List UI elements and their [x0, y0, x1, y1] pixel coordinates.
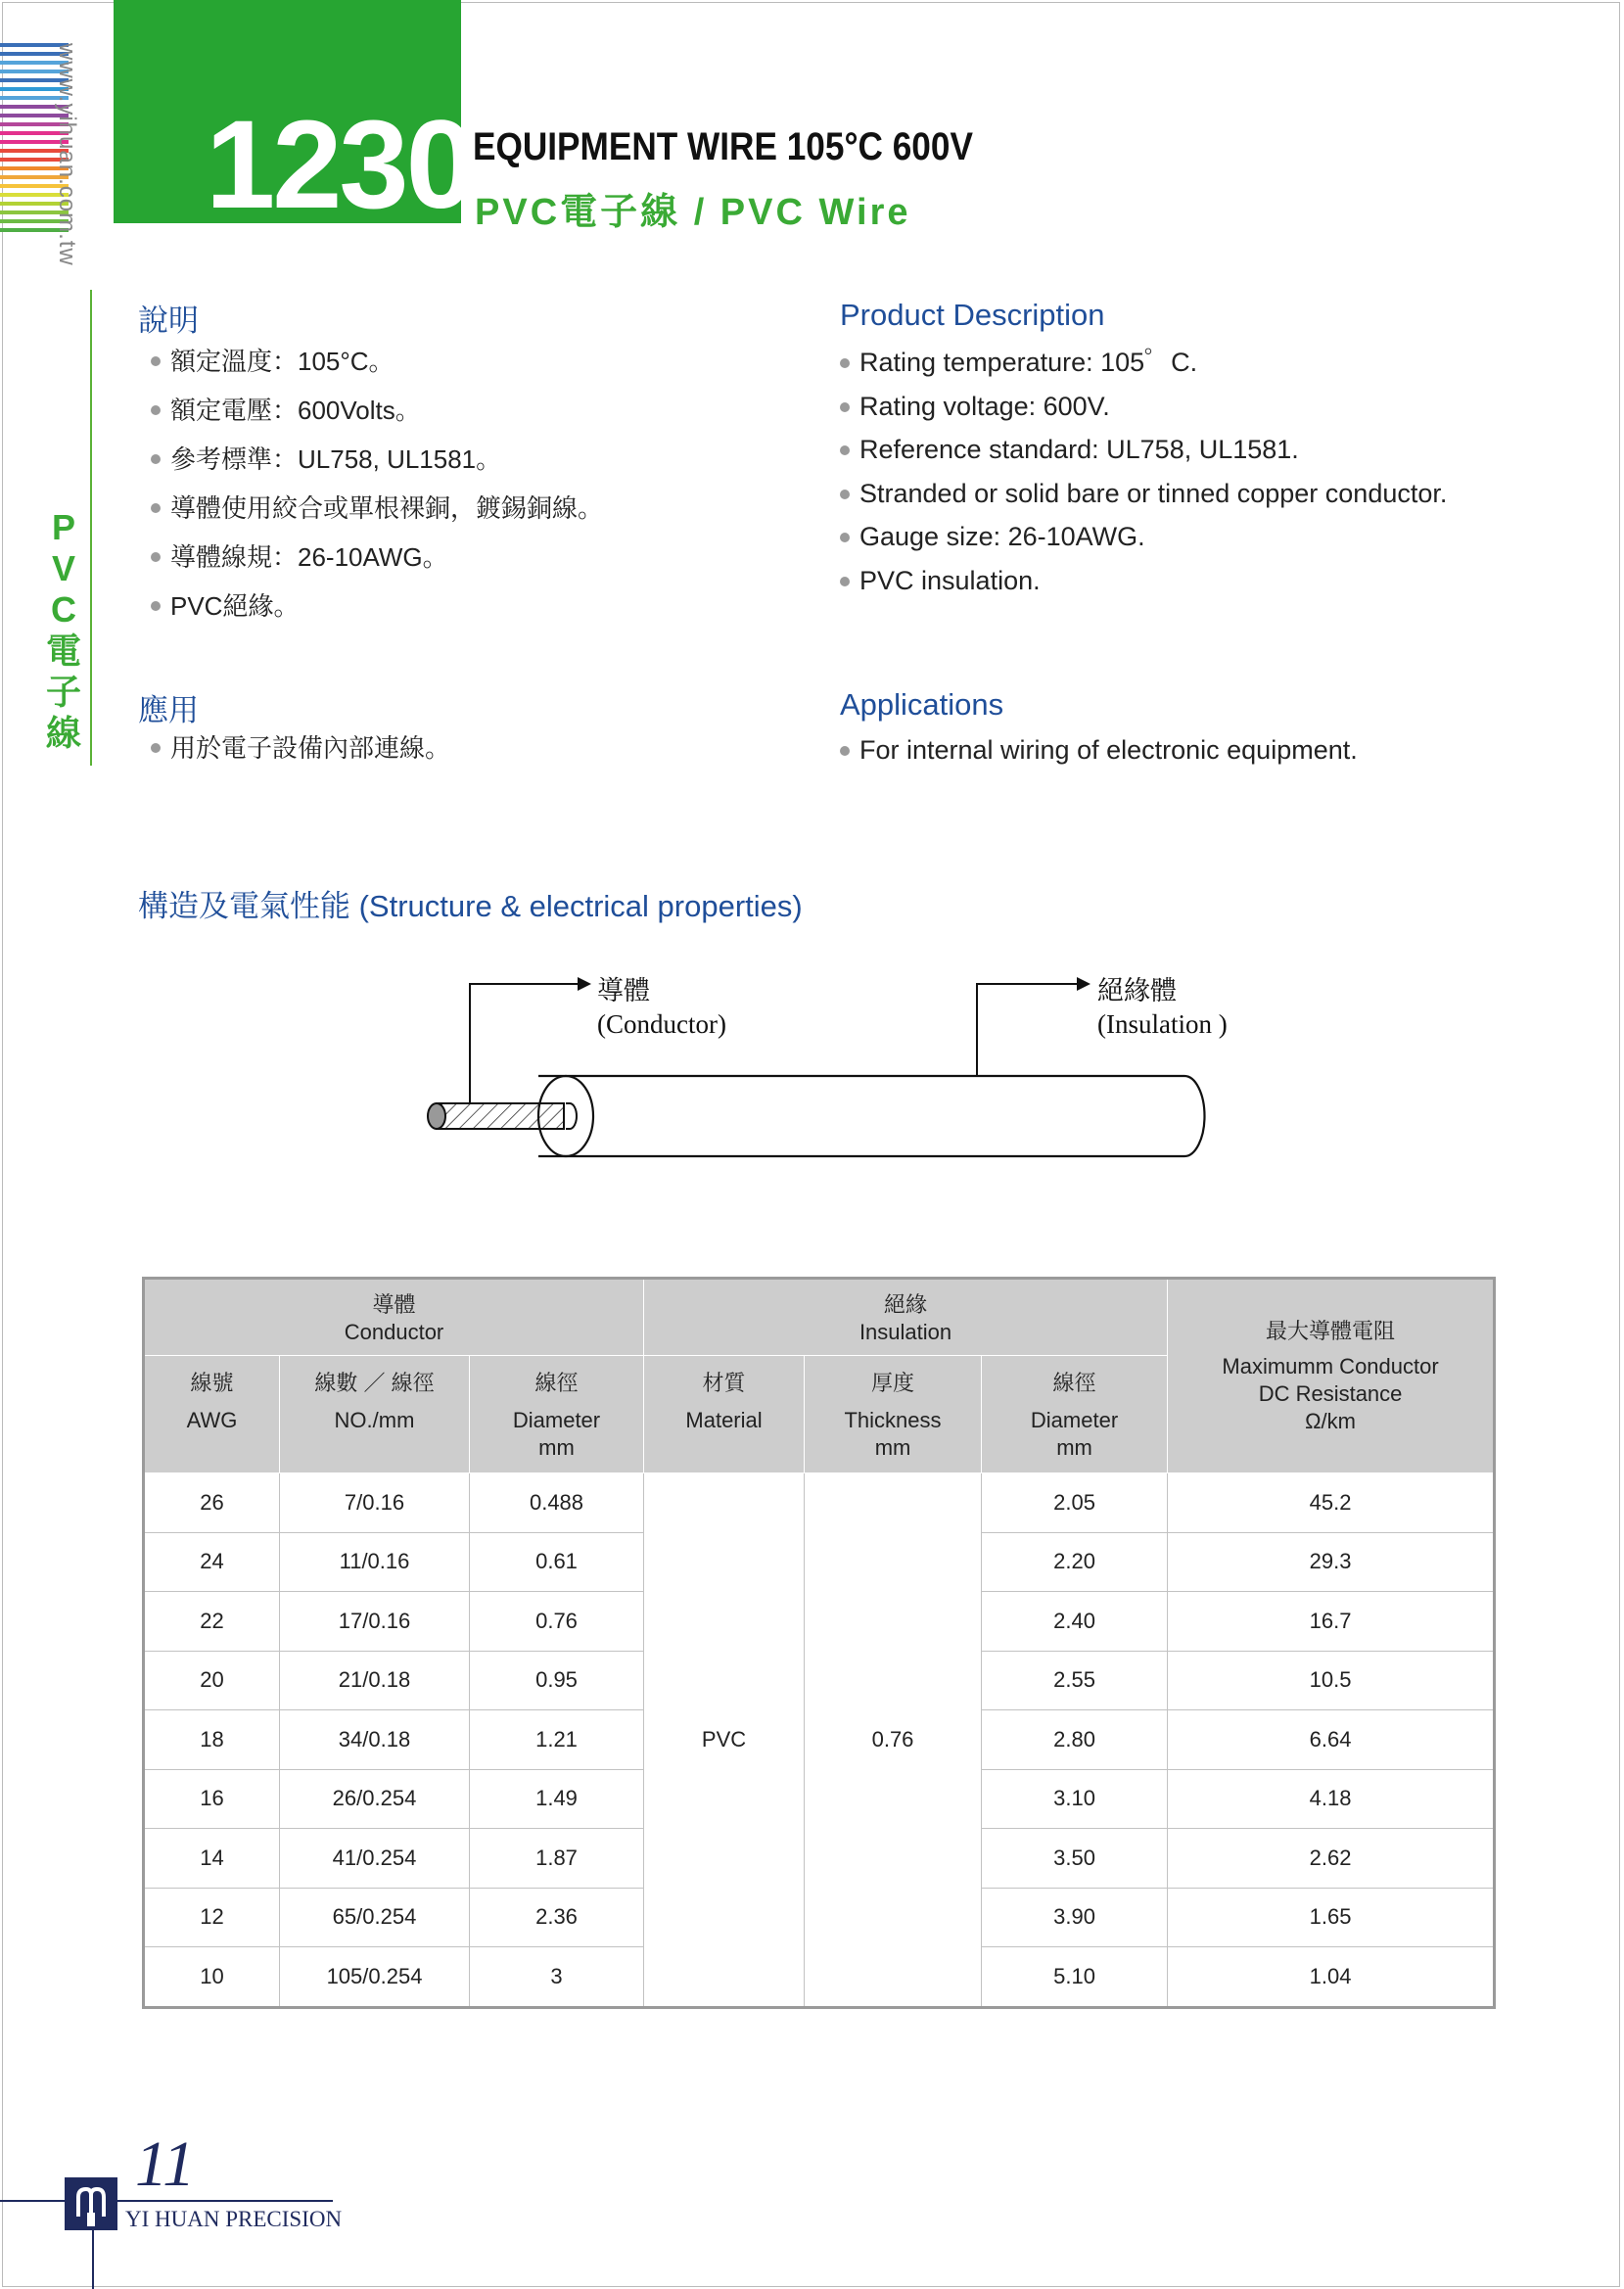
cell-resistance: 45.2 [1168, 1473, 1495, 1533]
list-item: PVC insulation. [838, 563, 1447, 607]
list-item: Rating voltage: 600V. [838, 389, 1447, 433]
cell-resistance: 16.7 [1168, 1592, 1495, 1652]
side-label-char: C [51, 589, 76, 630]
cell-awg: 14 [144, 1829, 280, 1889]
header-max-resistance: 最大導體電阻 Maximumm Conductor DC Resistance Ω/km [1168, 1279, 1495, 1473]
cell-insulation-diameter: 2.40 [982, 1592, 1168, 1652]
list-item: For internal wiring of electronic equipment. [838, 732, 1358, 776]
cell-awg: 20 [144, 1651, 280, 1710]
insulation-body [538, 1076, 1205, 1156]
cell-resistance: 4.18 [1168, 1769, 1495, 1829]
wire-structure-diagram [411, 955, 1228, 1180]
list-item: 參考標準：UL758, UL1581。 [149, 441, 603, 490]
cell-awg: 10 [144, 1947, 280, 2008]
applications-zh-heading: 應用 [138, 693, 199, 727]
header-strand-count: 線數 ／ 線徑 NO./mm [280, 1356, 470, 1473]
side-divider [90, 290, 92, 766]
list-item: 額定溫度：105°C。 [149, 343, 603, 392]
applications-en-heading: Applications [840, 687, 1004, 722]
header-insulation-diameter: 線徑 Diameter mm [982, 1356, 1168, 1473]
cell-insulation-diameter: 2.20 [982, 1532, 1168, 1592]
description-zh-heading: 說明 [138, 304, 199, 338]
header-awg: 線號 AWG [144, 1356, 280, 1473]
cell-strands: 41/0.254 [280, 1829, 470, 1889]
applications-en-list [838, 732, 1358, 776]
insulation-label-zh: 絕緣體 [1097, 976, 1177, 1005]
cell-insulation-diameter: 3.10 [982, 1769, 1168, 1829]
cell-strands: 17/0.16 [280, 1592, 470, 1652]
header-material: 材質 Material [644, 1356, 805, 1473]
cell-strands: 105/0.254 [280, 1947, 470, 2008]
cell-awg: 18 [144, 1710, 280, 1770]
cell-strands: 65/0.254 [280, 1888, 470, 1947]
cell-insulation-diameter: 2.80 [982, 1710, 1168, 1770]
cell-awg: 16 [144, 1769, 280, 1829]
description-en-list [838, 345, 1447, 606]
side-label-char: 電 [45, 631, 81, 671]
side-label-char: P [51, 507, 75, 547]
cell-resistance: 29.3 [1168, 1532, 1495, 1592]
spec-table [142, 1277, 1496, 2009]
side-category-label [43, 507, 84, 754]
list-item: Rating temperature: 105゜C. [838, 345, 1447, 389]
list-item: Reference standard: UL758, UL1581. [838, 432, 1447, 476]
cell-resistance: 1.04 [1168, 1947, 1495, 2008]
cell-diameter: 1.87 [470, 1829, 644, 1889]
cell-diameter: 0.61 [470, 1532, 644, 1592]
cell-awg: 26 [144, 1473, 280, 1533]
cell-thickness: 0.76 [805, 1473, 982, 2008]
list-item: 用於電子設備內部連線。 [149, 729, 450, 778]
cell-resistance: 10.5 [1168, 1651, 1495, 1710]
cell-insulation-diameter: 2.05 [982, 1473, 1168, 1533]
cell-strands: 21/0.18 [280, 1651, 470, 1710]
cell-diameter: 2.36 [470, 1888, 644, 1947]
cell-awg: 22 [144, 1592, 280, 1652]
list-item: 導體使用絞合或單根裸銅，鍍錫銅線。 [149, 490, 603, 538]
side-label-char: 線 [45, 713, 81, 753]
table-row [144, 1473, 1495, 1533]
cell-material: PVC [644, 1473, 805, 2008]
cell-strands: 26/0.254 [280, 1769, 470, 1829]
cell-awg: 12 [144, 1888, 280, 1947]
side-label-char: 子 [45, 672, 81, 712]
conductor-label-zh: 導體 [597, 976, 650, 1005]
cell-insulation-diameter: 5.10 [982, 1947, 1168, 2008]
company-name: YI HUAN PRECISION [125, 2207, 343, 2231]
cell-resistance: 1.65 [1168, 1888, 1495, 1947]
footer-rule [0, 2200, 333, 2202]
insulation-leader [977, 984, 1077, 1076]
list-item: 導體線規：26-10AWG。 [149, 538, 603, 587]
group-header-conductor: 導體 Conductor [144, 1279, 644, 1356]
structure-heading: 構造及電氣性能 (Structure & electrical properties) [138, 889, 803, 923]
cell-insulation-diameter: 2.55 [982, 1651, 1168, 1710]
cell-diameter: 3 [470, 1947, 644, 2008]
cell-diameter: 1.21 [470, 1710, 644, 1770]
list-item: Gauge size: 26-10AWG. [838, 519, 1447, 563]
header-thickness: 厚度 Thickness mm [805, 1356, 982, 1473]
cell-diameter: 0.76 [470, 1592, 644, 1652]
page-title: EQUIPMENT WIRE 105°C 600V [473, 125, 973, 168]
cell-awg: 24 [144, 1532, 280, 1592]
cell-diameter: 1.49 [470, 1769, 644, 1829]
list-item: Stranded or solid bare or tinned copper conductor. [838, 476, 1447, 520]
cell-strands: 11/0.16 [280, 1532, 470, 1592]
cell-insulation-diameter: 3.90 [982, 1888, 1168, 1947]
side-label-char: V [51, 548, 75, 588]
description-zh-list [149, 343, 603, 636]
list-item: PVC絕緣。 [149, 587, 603, 636]
model-number: 1230 [206, 95, 473, 235]
applications-zh-list [149, 729, 450, 778]
cell-resistance: 2.62 [1168, 1829, 1495, 1889]
page-subtitle: PVC電子線 / PVC Wire [475, 192, 911, 233]
conductor-end [428, 1103, 445, 1129]
conductor-label-en: (Conductor) [597, 1009, 726, 1039]
description-en-heading: Product Description [840, 298, 1105, 332]
cell-strands: 7/0.16 [280, 1473, 470, 1533]
page-number: 11 [135, 2128, 196, 2200]
company-logo-icon [65, 2177, 117, 2230]
cell-insulation-diameter: 3.50 [982, 1829, 1168, 1889]
cell-resistance: 6.64 [1168, 1710, 1495, 1770]
cell-diameter: 0.488 [470, 1473, 644, 1533]
cell-diameter: 0.95 [470, 1651, 644, 1710]
group-header-insulation: 絕緣 Insulation [644, 1279, 1168, 1356]
header-conductor-diameter: 線徑 Diameter mm [470, 1356, 644, 1473]
insulation-label-en: (Insulation ) [1097, 1009, 1228, 1039]
list-item: 額定電壓：600Volts。 [149, 392, 603, 441]
cell-strands: 34/0.18 [280, 1710, 470, 1770]
